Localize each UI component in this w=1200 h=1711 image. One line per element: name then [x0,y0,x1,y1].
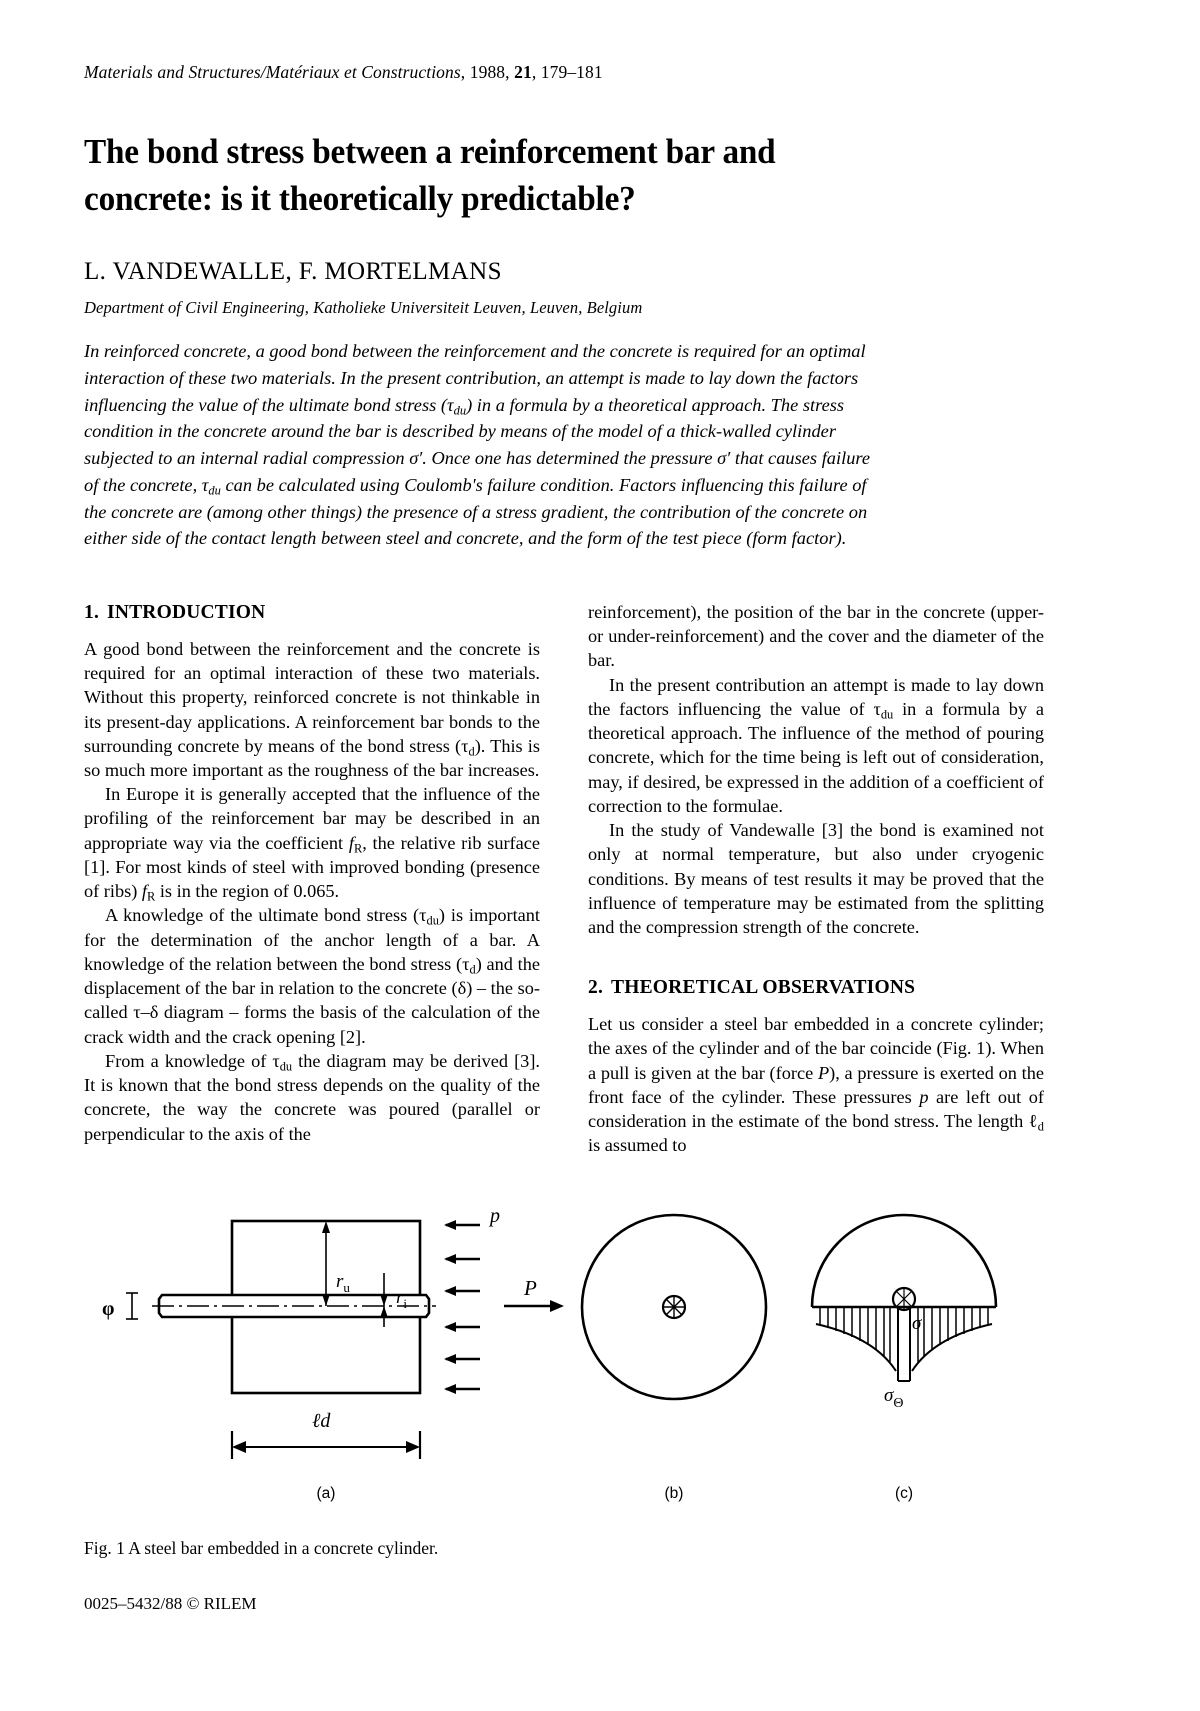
label-pressure-p: p [490,1205,500,1227]
article-title: The bond stress between a reinforcement bar and concrete: is it theoretically predictable? [84,132,776,219]
publication-year: 1988 [469,62,506,82]
section-heading-introduction [84,600,540,626]
spacer [588,939,1044,975]
paragraph: Let us consider a steel bar embedded in a concrete cylinder; the axes of the cylinder and of the bar coincide (Fig. 1). When a pull is given at the bar (force P), a pressure is exerted on the front face of the cylinder. These pressures p are left out of consideration in the estimate of the bond stress. The length ℓ$_d$ is assumed to [588,1014,1045,1156]
label-sigma-r: σ [912,1313,922,1334]
figure-caption: Fig. 1 A steel bar embedded in a concrete cylinder. [84,1538,439,1558]
abstract [84,338,884,552]
paragraph: From a knowledge of $\tau_{du}$ the diagram may be derived [3]. It is known that the bond stress depends on the quality of the concrete, the way the concrete was poured (parallel or perpendicular to the axis of the [84,1050,540,1144]
bar-ribs-b [663,1296,685,1318]
page-range: 179–181 [540,62,603,82]
label-sigma-theta: $\sigma_\Theta$ [884,1385,904,1411]
figure-sublabel-a: (a) [316,1485,336,1502]
force-arrow-P [504,1300,564,1312]
section-heading-theoretical [588,975,1044,1001]
label-bond-length: ℓd [312,1410,331,1432]
abstract-text: In reinforced concrete, a good bond between the reinforcement and the concrete is required for an optimal interaction of these two materials. In the present contribution, an attempt is made to lay down the factors influencing the value of the ultimate bond stress $(\tau_{du})$ in a formula by a theoretical approach. The stress condition in the concrete around the bar is described by means of the model of a thick-walled cylinder subjected to an internal radial compression σ′. Once one has determined the pressure σ′ that causes failure of the concrete, $\tau_{du}$ can be calculated using Coulomb's failure condition. Factors influencing this failure of the concrete are (among other things) the presence of a stress gradient, the contribution of the concrete on either side of the contact length between steel and concrete, and the form of the test piece (form factor). [84,341,871,549]
journal-name: Materials and Structures/Matériaux et Constructions [84,62,461,82]
volume-number: 21 [514,62,532,82]
paragraph: In Europe it is generally accepted that the influence of the profiling of the reinforcement bar may be described in an appropriate way via the coefficient $f_R$, the relative rib surface [1]. For most kinds of steel with improved bonding (presence of ribs) $f_R$ is in the region of 0.065. [84,784,540,904]
figure-1-graphic [84,1195,1044,1495]
label-r-outer: $r_u$ [336,1271,350,1295]
diagram-b-cross-section [582,1215,766,1399]
section-title: INTRODUCTION [107,602,266,623]
dimension-r-outer [322,1221,330,1306]
dimension-bond-length [232,1431,420,1459]
paragraph: A good bond between the reinforcement and the concrete is required for an optimal interaction of these two materials. Without this property, reinforced concrete is not thinkable in its present-day applications. A reinforcement bar bonds to the surrounding concrete by means of the bond stress $(\tau_d)$. This is so much more important as the roughness of the bar increases. [84,638,540,780]
dimension-phi [126,1293,138,1319]
section-number: 2. [588,977,604,999]
diagram-c-stress-distribution [812,1215,996,1381]
section-title: THEORETICAL OBSERVATIONS [611,977,916,999]
paragraph: In the present contribution an attempt is made to lay down the factors influencing the value of $\tau_{du}$ in a formula by a theoretical approach. The influence of the method of pouring concrete, which for the time being is left out of consideration, may, if desired, be expressed in the addition of a coefficient of correction to the formulae. [588,674,1045,816]
label-r-inner: $r_i$ [396,1287,408,1311]
paragraph: reinforcement), the position of the bar in the concrete (upper- or under-reinforcement) and the cover and the diameter of the bar. [588,602,1044,671]
diagram-a-labels [102,1205,537,1432]
author-list: L. VANDEWALLE, F. MORTELMANS [84,258,502,285]
section-number: 1. [84,602,100,623]
label-force-P: P [524,1276,537,1300]
running-head: Materials and Structures/Matériaux et Constructions, 1988, 21, 179–181 [84,62,603,82]
column-left [84,600,540,1146]
figure-1 [84,1195,1044,1502]
radial-stress-band [898,1307,910,1381]
label-phi: φ [102,1298,115,1320]
column-right [588,600,1044,1158]
figure-sublabel-c: (c) [894,1485,914,1502]
pressure-arrows [444,1220,480,1394]
paragraph: In the study of Vandewalle [3] the bond is examined not only at normal temperature, but also under cryogenic conditions. By means of test results it may be proved that the influence of temperature may be estimated from the splitting and the compression strength of the concrete. [588,820,1044,938]
diagram-a-cylinder-elevation [126,1220,564,1459]
paragraph: A knowledge of the ultimate bond stress $(\tau_{du})$ is important for the determination of the anchor length of a bar. A knowledge of the relation between the bond stress $(\tau_d)$ and the displacement of the bar in relation to the concrete (δ) – the so-called τ–δ diagram – forms the basis of the calculation of the crack width and the crack opening [2]. [84,905,541,1047]
figure-sublabel-b: (b) [664,1485,684,1502]
copyright-footer: 0025–5432/88 © RILEM [84,1594,257,1613]
author-affiliation: Department of Civil Engineering, Katholieke Universiteit Leuven, Leuven, Belgium [84,298,643,317]
